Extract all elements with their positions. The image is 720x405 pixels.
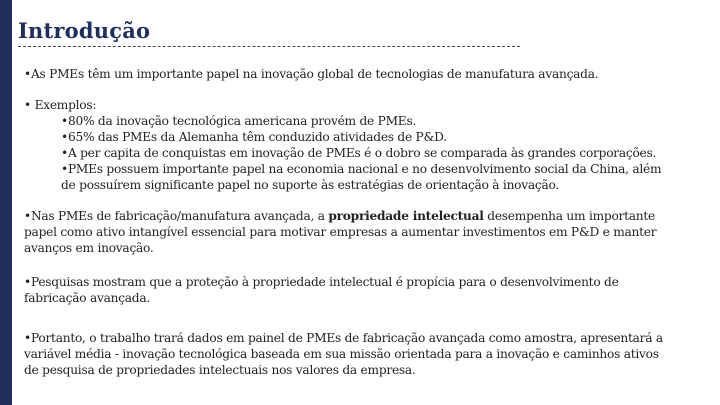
slide-body xyxy=(24,66,674,378)
bullet-intellectual-property xyxy=(24,208,674,256)
example-item: •65% das PMEs da Alemanha têm conduzido atividades de P&D. xyxy=(61,130,447,144)
slide-accent-bar xyxy=(0,0,12,405)
slide-title: Introdução xyxy=(18,18,151,43)
example-item: •80% da inovação tecnológica americana provém de PMEs. xyxy=(61,114,417,128)
example-item: •A per capita de conquistas em inovação de PMEs é o dobro se comparada às grandes corporações. xyxy=(61,146,657,160)
bullet-examples-label: • Exemplos: xyxy=(24,98,97,112)
ip-text-after: desempenha um importante papel como ativo intangível essencial para motivar empresas a aumentar investimentos em P&D e manter avanços em inovação. xyxy=(24,209,657,255)
ip-text-before: •Nas PMEs de fabricação/manufatura avançada, a xyxy=(24,209,329,223)
example-item: •PMEs possuem importante papel na economia nacional e no desenvolvimento social da China, além de possuírem significante papel no suporte às estratégias de orientação à inovação. xyxy=(61,162,662,192)
bullet-research: •Pesquisas mostram que a proteção à propriedade intelectual é propícia para o desenvolvimento de fabricação avançada. xyxy=(24,275,619,305)
ip-highlight: propriedade intelectual xyxy=(328,209,484,223)
bullet-pmes-role: •As PMEs têm um importante papel na inovação global de tecnologias de manufatura avançada. xyxy=(24,67,599,81)
title-underline xyxy=(18,46,520,47)
bullet-conclusion: •Portanto, o trabalho trará dados em painel de PMEs de fabricação avançada como amostra, apresentará a variável média - inovação tecnológica baseada em sua missão orientada para a inovação e caminhos ativos de pesquisa de propriedades intelectuais nos valores da empresa. xyxy=(24,331,663,377)
